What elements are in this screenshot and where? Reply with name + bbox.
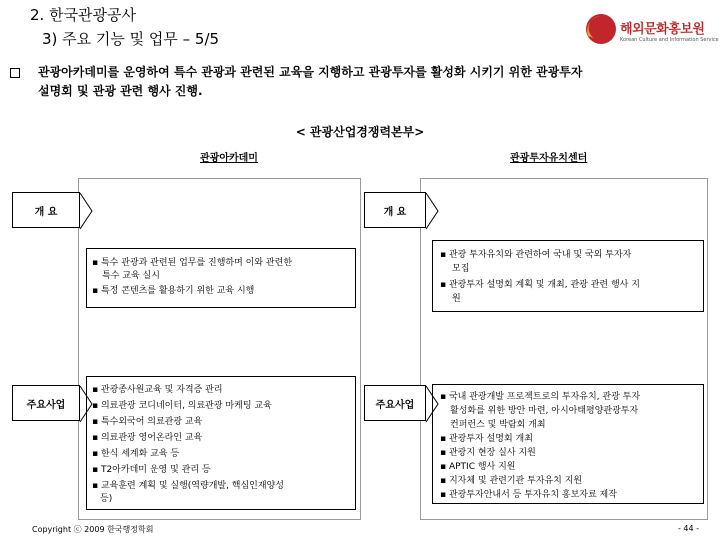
left-overview-line: 특수 교육 실시 — [102, 271, 160, 281]
page-number: - 44 - — [678, 524, 700, 533]
right-business-line: 활성화를 위한 방안 마련, 아시아태평양관광투자 — [450, 406, 639, 416]
right-overview-line: 원 — [452, 294, 461, 304]
left-business-line: ▪ 특수외국어 의료관광 교육 — [92, 417, 203, 427]
right-business-tag — [364, 385, 426, 421]
right-business-line: ▪ 지자체 및 관련기관 투자유치 지원 — [440, 476, 583, 486]
column-heading-academy: 관광아카데미 — [200, 153, 258, 164]
intro-line-2: 설명회 및 관광 관련 행사 진행. — [38, 84, 203, 98]
left-overview-label: 개 요 — [34, 206, 58, 218]
left-business-line: ▪ T2아카데미 운영 및 관리 등 — [92, 465, 211, 475]
right-business-line: ▪ 국내 관광개발 프로젝트로의 투자유치, 관광 투자 — [440, 392, 641, 402]
left-business-line: ▪ 한식 세계화 교육 등 — [92, 449, 180, 459]
left-business-line: ▪ 의료관광 영어온라인 교육 — [92, 433, 203, 443]
logo-tagline: Korean Culture and Information Service — [620, 37, 719, 43]
right-business-line: 컨퍼런스 및 박람회 개최 — [450, 420, 546, 430]
left-overview-line: ▪ 특정 콘텐츠를 활용하기 위한 교육 시행 — [92, 286, 255, 296]
right-overview-line: 모집 — [452, 264, 470, 274]
left-overview-line: ▪ 특수 관광과 관련된 업무를 진행하며 이와 관련한 — [92, 258, 293, 268]
right-business-line: ▪ 관광투자안내서 등 투자유치 홍보자료 제작 — [440, 490, 617, 500]
right-overview-label: 개 요 — [383, 206, 407, 218]
copyright-text: Copyright ⓒ 2009 한국행정학회 — [32, 525, 154, 534]
logo-title: 해외문화홍보원 — [620, 22, 705, 37]
right-overview-line: ▪ 관광투자 설명회 계획 및 개최, 관광 관련 행사 지 — [440, 280, 640, 290]
left-business-line: ▪ 관광종사원교육 및 자격증 관리 — [92, 385, 223, 395]
left-business-line: 등) — [100, 494, 113, 504]
kocis-logo — [580, 10, 719, 50]
right-business-line: ▪ 관광투자 설명회 개최 — [440, 434, 533, 444]
right-overview-tag — [364, 192, 426, 228]
left-business-label: 주요사업 — [26, 399, 66, 411]
left-business-line: ▪ 의료관광 코디네이터, 의료관광 마케팅 교육 — [92, 401, 272, 411]
slide-title: 2. 한국관광공사 — [30, 6, 137, 24]
org-title: < 관광산업경쟁력본부> — [295, 125, 425, 139]
right-business-line: ▪ 관광지 현장 실사 지원 — [440, 448, 536, 458]
checkbox-bullet-icon — [10, 68, 20, 78]
logo-emblem-icon — [580, 10, 620, 50]
column-heading-investment-center: 관광투자유치센터 — [510, 153, 588, 164]
left-business-tag — [12, 385, 80, 421]
intro-line-1: 관광아카데미를 운영하여 특수 관광과 관련된 교육을 지행하고 관광투자를 활성화 시키기 위한 관광투자 — [38, 65, 583, 79]
left-overview-tag — [12, 192, 80, 228]
right-business-line: ▪ APTIC 행사 지원 — [440, 462, 516, 472]
right-overview-line: ▪ 관광 투자유치와 관련하여 국내 및 국외 투자자 — [440, 250, 632, 260]
slide-subtitle: 3) 주요 기능 및 업무 – 5/5 — [42, 30, 220, 48]
left-business-line: ▪ 교육훈련 계획 및 실행(역량개발, 핵심인재양성 — [92, 481, 284, 491]
right-business-label: 주요사업 — [375, 399, 415, 411]
